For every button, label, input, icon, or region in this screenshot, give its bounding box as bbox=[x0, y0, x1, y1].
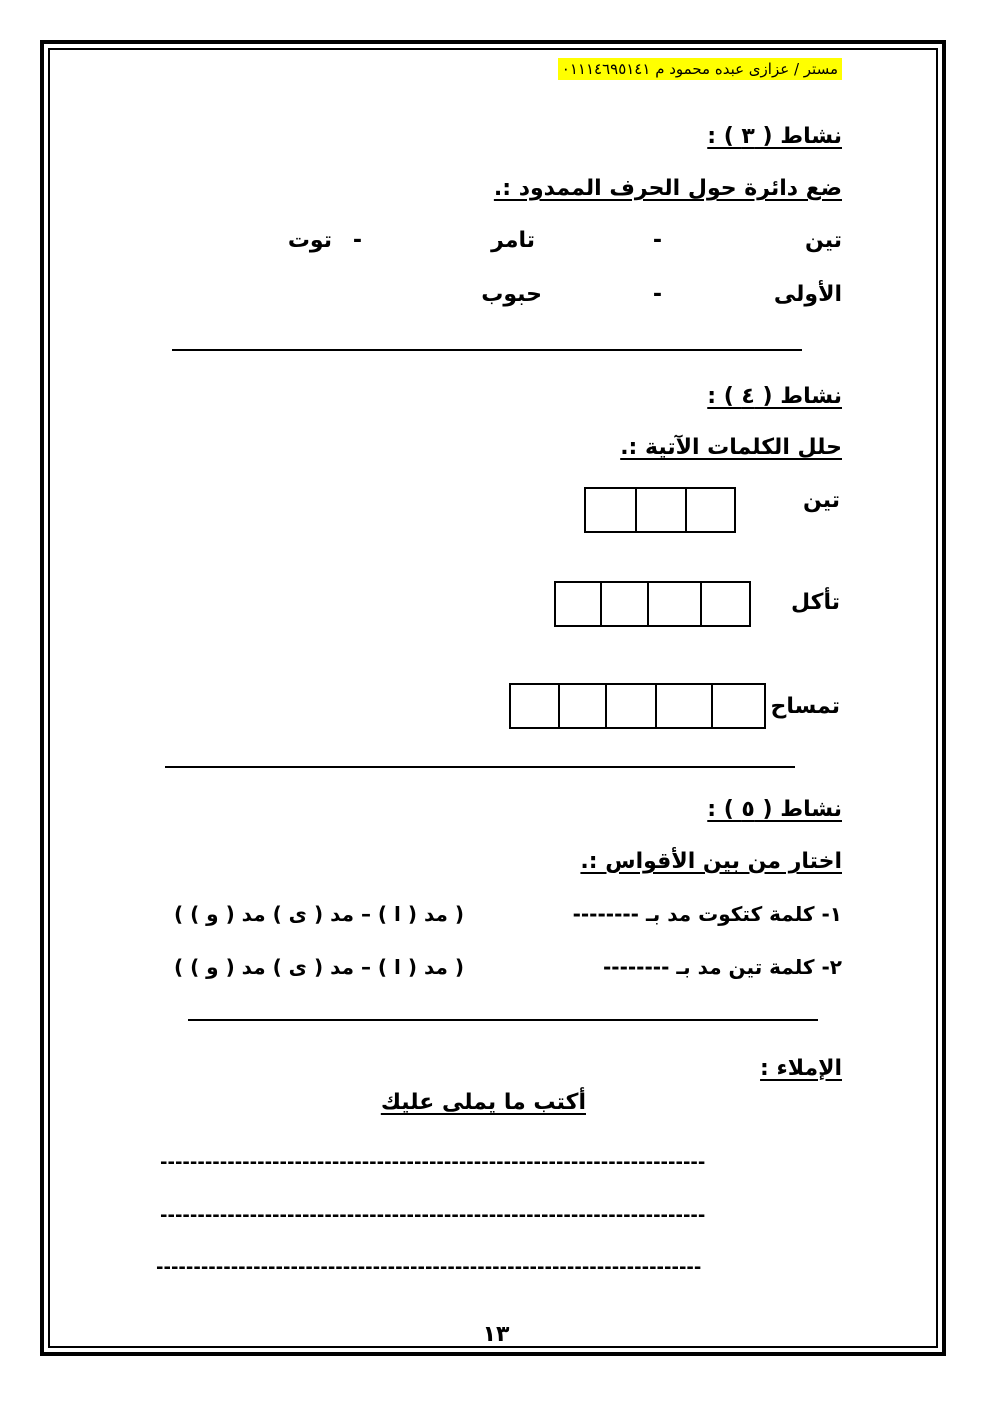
activity5-title: نشاط ( ٥ ) : bbox=[707, 797, 842, 822]
question-1: ١- كلمة كتكوت مد بـ -------- bbox=[572, 902, 842, 926]
letter-box[interactable] bbox=[511, 685, 558, 727]
divider bbox=[188, 1019, 818, 1021]
divider bbox=[165, 766, 795, 768]
activity4-title: نشاط ( ٤ ) : bbox=[707, 384, 842, 409]
letter-box[interactable] bbox=[700, 583, 749, 625]
activity3-dash-2: - bbox=[352, 228, 362, 253]
activity4-instruction: حلل الكلمات الآتية :. bbox=[620, 435, 842, 460]
analyze-word-2: تأكل bbox=[791, 590, 840, 615]
activity3-word-5: حبوب bbox=[481, 282, 542, 307]
letter-box[interactable] bbox=[711, 685, 764, 727]
activity3-word-2: تامر bbox=[491, 228, 535, 253]
question-2-options: ( مد ( ا ) – مد ( ى ) مد ( و ) ) bbox=[173, 955, 464, 979]
letter-boxes-3[interactable] bbox=[509, 683, 766, 729]
letter-box[interactable] bbox=[556, 583, 600, 625]
activity5-instruction: اختار من بين الأقواس :. bbox=[580, 849, 842, 874]
author-header: مستر / عزازى عبده محمود م ٠١١١٤٦٩٥١٤١ bbox=[558, 58, 842, 80]
activity3-word-4: الأولى bbox=[773, 282, 842, 307]
letter-box[interactable] bbox=[635, 489, 686, 531]
writing-line[interactable]: ------------------------------------------------------------------------- bbox=[160, 1205, 706, 1226]
writing-line[interactable]: ------------------------------------------------------------------------- bbox=[160, 1152, 706, 1173]
analyze-word-3: تمساح bbox=[770, 694, 840, 719]
letter-box[interactable] bbox=[655, 685, 711, 727]
letter-boxes-2[interactable] bbox=[554, 581, 751, 627]
activity3-title: نشاط ( ٣ ) : bbox=[707, 124, 842, 149]
letter-box[interactable] bbox=[685, 489, 734, 531]
divider bbox=[172, 349, 802, 351]
activity3-instruction: ضع دائرة حول الحرف الممدود :. bbox=[493, 176, 842, 201]
letter-box[interactable] bbox=[558, 685, 604, 727]
letter-boxes-1[interactable] bbox=[584, 487, 736, 533]
question-1-options: ( مد ( ا ) – مد ( ى ) مد ( و ) ) bbox=[173, 902, 464, 926]
activity3-dash-3: - bbox=[652, 282, 662, 307]
activity3-word-1: تين bbox=[804, 228, 842, 253]
dictation-instruction: أكتب ما يملى عليك bbox=[380, 1090, 586, 1115]
activity3-word-3: توت bbox=[287, 228, 332, 253]
letter-box[interactable] bbox=[605, 685, 655, 727]
page-number: ١٣ bbox=[482, 1322, 510, 1347]
letter-box[interactable] bbox=[600, 583, 647, 625]
letter-box[interactable] bbox=[586, 489, 635, 531]
activity3-dash-1: - bbox=[652, 228, 662, 253]
dictation-title: الإملاء : bbox=[760, 1056, 842, 1081]
analyze-word-1: تين bbox=[802, 488, 840, 513]
writing-line[interactable]: ------------------------------------------------------------------------- bbox=[156, 1257, 702, 1278]
letter-box[interactable] bbox=[647, 583, 700, 625]
question-2: ٢- كلمة تين مد بـ -------- bbox=[602, 955, 842, 979]
